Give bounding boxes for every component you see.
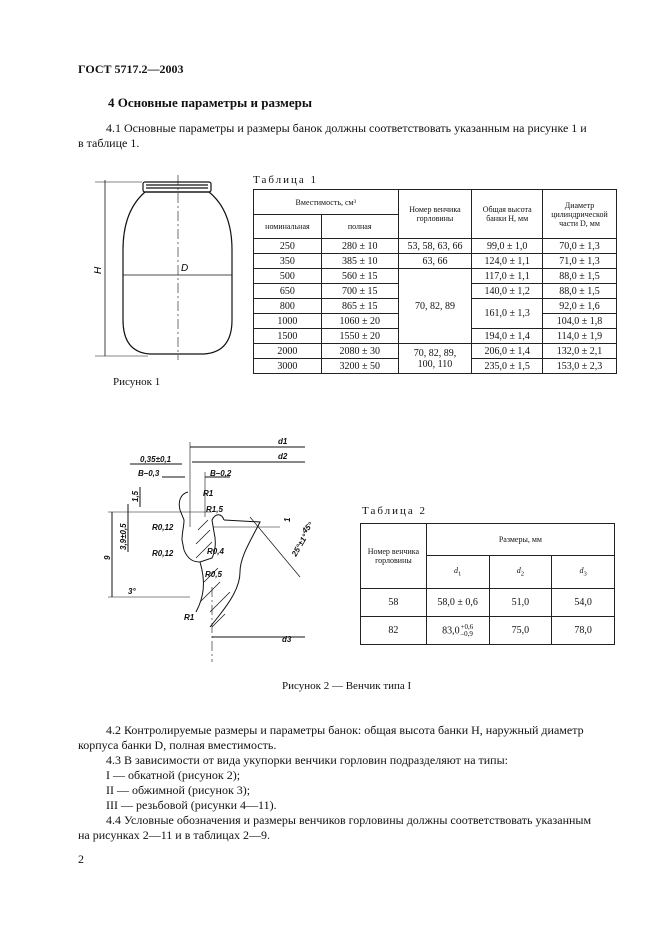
- table-cell: 92,0 ± 1,6: [543, 299, 617, 314]
- figure-1-caption: Рисунок 1: [113, 376, 161, 388]
- table-cell: 385 ± 10: [321, 254, 398, 269]
- table-cell: 194,0 ± 1,4: [472, 329, 543, 344]
- table-cell: 132,0 ± 2,1: [543, 344, 617, 359]
- table-cell: 700 ± 15: [321, 284, 398, 299]
- table-1-head-full: полная: [321, 215, 398, 239]
- fig2-label-a3: 3°: [128, 587, 136, 596]
- table-cell: 53, 58, 63, 66: [398, 239, 472, 254]
- para-4-1-line2: в таблице 1.: [78, 136, 140, 150]
- table-cell: 1500: [254, 329, 322, 344]
- table-1: [253, 189, 617, 374]
- fig2-label-d3: d3: [282, 635, 292, 644]
- table-2-head-d2: $d_2$: [489, 556, 552, 589]
- fig2-label-v1: 1: [283, 517, 292, 522]
- table-cell: 161,0 ± 1,3: [472, 299, 543, 329]
- table-cell: 117,0 ± 1,1: [472, 269, 543, 284]
- table-cell: 114,0 ± 1,9: [543, 329, 617, 344]
- paragraph-line: I — обкатной (рисунок 2);: [106, 768, 241, 782]
- table-cell: 2000: [254, 344, 322, 359]
- table-cell: 650: [254, 284, 322, 299]
- table-cell: 140,0 ± 1,2: [472, 284, 543, 299]
- fig2-label-r15: R1,5: [206, 505, 223, 514]
- table-1-head-neck: Номер венчика горловины: [398, 190, 472, 239]
- fig2-label-b02: В–0,2: [210, 469, 232, 478]
- paragraph-line: корпуса банки D, полная вместимость.: [78, 738, 277, 752]
- table-cell: 75,0: [489, 617, 552, 645]
- fig2-label-v395: 3,9±0,5: [119, 523, 128, 550]
- table-2-head-d3: $d_3$: [552, 556, 615, 589]
- fig2-label-v9: 9: [103, 555, 112, 560]
- page-number: 2: [78, 852, 84, 866]
- table-cell: 78,0: [552, 617, 615, 645]
- table-cell: 235,0 ± 1,5: [472, 359, 543, 374]
- fig2-label-r012a: R0,12: [152, 523, 174, 532]
- fig2-label-d2: d2: [278, 452, 288, 461]
- paragraph-line: II — обжимной (рисунок 3);: [106, 783, 251, 797]
- table-cell: 88,0 ± 1,5: [543, 269, 617, 284]
- table-cell: 1000: [254, 314, 322, 329]
- paragraph-line: на рисунках 2—11 и в таблицах 2—9.: [78, 828, 271, 842]
- table-cell: 71,0 ± 1,3: [543, 254, 617, 269]
- figure-1-jar-drawing: [90, 170, 245, 370]
- document-header: ГОСТ 5717.2—2003: [78, 62, 184, 76]
- table-2-caption: Таблица 2: [362, 505, 428, 517]
- fig2-label-r1b: R1: [184, 613, 195, 622]
- paragraph-line: 4.4 Условные обозначения и размеры венчиков горловины должны соответствовать указанным: [106, 813, 592, 827]
- table-cell: 1060 ± 20: [321, 314, 398, 329]
- fig2-label-r05: R0,5: [205, 570, 222, 579]
- table-cell: 58,0 ± 0,6: [426, 589, 489, 617]
- table-cell: 3000: [254, 359, 322, 374]
- table-cell: 206,0 ± 1,4: [472, 344, 543, 359]
- table-2-head-d1: $d_1$: [426, 556, 489, 589]
- figure-1-label-d: D: [181, 263, 189, 274]
- table-cell: 124,0 ± 1,1: [472, 254, 543, 269]
- table-cell: 63, 66: [398, 254, 472, 269]
- table-cell: 51,0: [489, 589, 552, 617]
- table-cell: 153,0 ± 2,3: [543, 359, 617, 374]
- figure-2-caption: Рисунок 2 — Венчик типа I: [282, 680, 412, 692]
- fig2-label-d1: d1: [278, 437, 288, 446]
- fig2-label-a45: 45°: [300, 520, 315, 536]
- table-cell: 350: [254, 254, 322, 269]
- table-cell: 82: [361, 617, 427, 645]
- table-cell: 58: [361, 589, 427, 617]
- fig2-label-a25: 25°±1°: [289, 532, 310, 558]
- paragraph-line: 4.2 Контролируемые размеры и параметры банок: общая высота банки H, наружный диаметр: [106, 723, 584, 737]
- table-1-head-capacity: Вместимость, см³: [254, 190, 399, 215]
- table-cell: 1550 ± 20: [321, 329, 398, 344]
- fig2-label-t035: 0,35±0,1: [140, 455, 172, 464]
- table-1-head-height: Общая высота банки H, мм: [472, 190, 543, 239]
- table-cell: 800: [254, 299, 322, 314]
- fig2-label-b03: В–0,3: [138, 469, 160, 478]
- table-cell: 3200 ± 50: [321, 359, 398, 374]
- table-cell: 560 ± 15: [321, 269, 398, 284]
- fig2-label-v15: 1,5: [131, 490, 140, 502]
- paragraph-line: 4.3 В зависимости от вида укупорки венчики горловин подразделяют на типы:: [106, 753, 508, 767]
- table-cell: 2080 ± 30: [321, 344, 398, 359]
- figure-1-label-h: H: [93, 266, 104, 274]
- fig2-label-r04: R0,4: [207, 547, 224, 556]
- table-cell: 83,0+0,6 –0,9: [426, 617, 489, 645]
- table-cell: 104,0 ± 1,8: [543, 314, 617, 329]
- table-cell: 54,0: [552, 589, 615, 617]
- table-cell: 500: [254, 269, 322, 284]
- paragraph-line: III — резьбовой (рисунки 4—11).: [106, 798, 277, 812]
- table-cell: 88,0 ± 1,5: [543, 284, 617, 299]
- section-title: 4 Основные параметры и размеры: [108, 95, 313, 110]
- table-1-head-diameter: Диаметр цилиндрической части D, мм: [543, 190, 617, 239]
- figure-2-neck-drawing: [100, 432, 330, 664]
- table-2-head-neck: Номер венчика горловины: [361, 524, 427, 589]
- table-cell: 99,0 ± 1,0: [472, 239, 543, 254]
- table-cell: 280 ± 10: [321, 239, 398, 254]
- table-cell: 865 ± 15: [321, 299, 398, 314]
- table-2: [360, 523, 615, 645]
- fig2-label-r012b: R0,12: [152, 549, 174, 558]
- table-cell: 70,0 ± 1,3: [543, 239, 617, 254]
- table-cell: 70, 82, 89: [398, 269, 472, 344]
- table-cell: 70, 82, 89, 100, 110: [398, 344, 472, 374]
- table-1-caption: Таблица 1: [253, 174, 319, 186]
- table-2-head-sizes: Размеры, мм: [426, 524, 614, 556]
- table-1-head-nominal: номинальная: [254, 215, 322, 239]
- table-cell: 250: [254, 239, 322, 254]
- fig2-label-r1: R1: [203, 489, 214, 498]
- para-4-1-line1: 4.1 Основные параметры и размеры банок должны соответствовать указанным на рисунке 1 и: [106, 121, 587, 135]
